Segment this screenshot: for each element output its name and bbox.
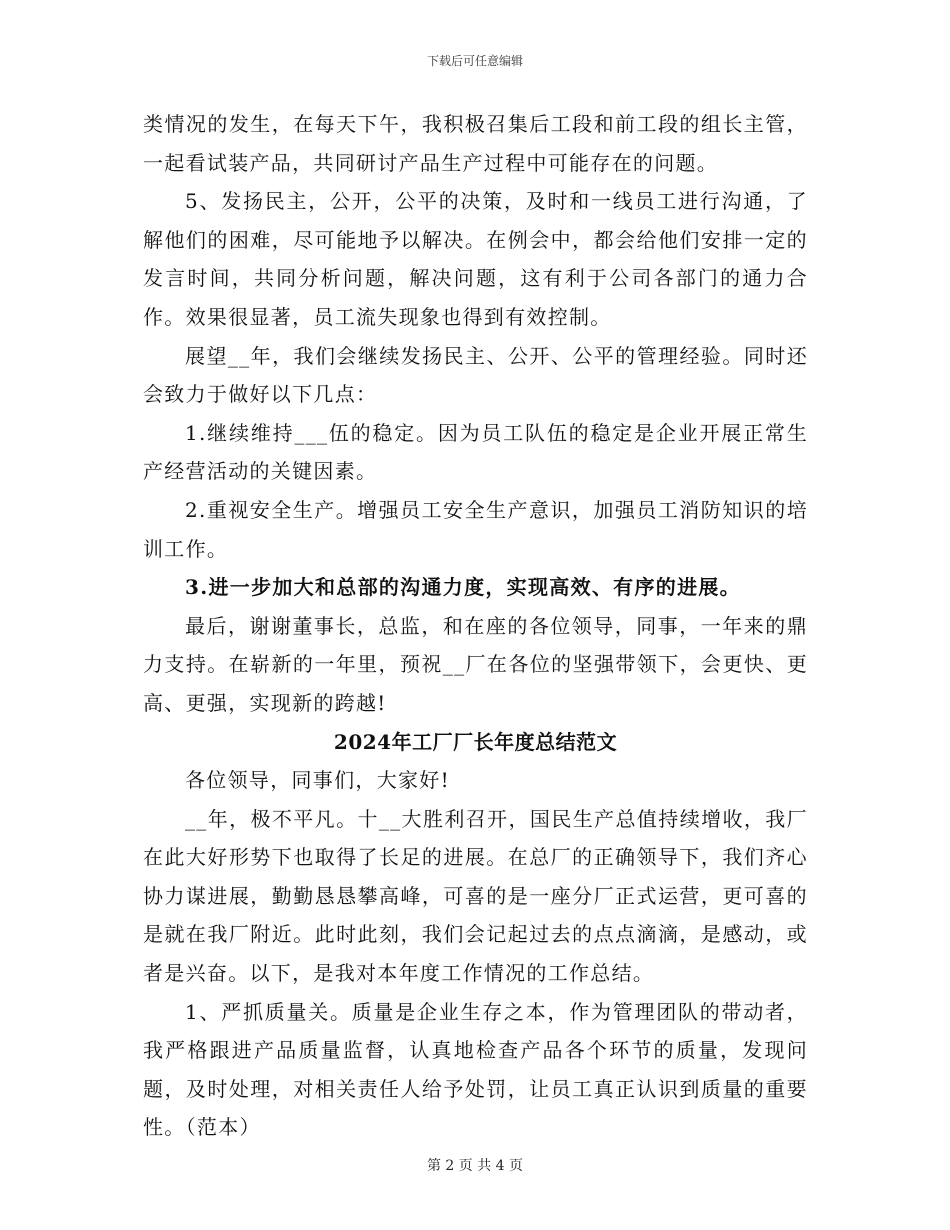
paragraph-outlook: 展望__年，我们会继续发扬民主、公开、公平的管理经验。同时还会致力于做好以下几点：	[143, 343, 808, 407]
paragraph-greeting: 各位领导，同事们，大家好!	[185, 768, 450, 793]
paragraph-goal-3: 3.进一步加大和总部的沟通力度，实现高效、有序的进展。	[185, 575, 741, 600]
paragraph-continuation: 类情况的发生，在每天下午，我积极召集后工段和前工段的组长主管，一起看试装产品，共同研讨产品生产过程中可能存在的问题。	[143, 112, 808, 175]
paragraph-goal-1: 1.继续维持___伍的稳定。因为员工队伍的稳定是企业开展正常生产经营活动的关键因素。	[143, 420, 808, 484]
page-footer: 第 2 页 共 4 页	[426, 1158, 524, 1174]
paragraph-quality: 1、严抓质量关。质量是企业生存之本，作为管理团队的带动者，我严格跟进产品质量监督，认真地检查产品各个环节的质量，发现问题，及时处理，对相关责任人给予处罚，让员工真正认识到质量的重要性。（范本）	[143, 999, 808, 1140]
document-body	[143, 105, 808, 1147]
paragraph-closing: 最后，谢谢董事长，总监，和在座的各位领导，同事，一年来的鼎力支持。在崭新的一年里，预祝__厂在各位的坚强带领下，会更快、更高、更强，实现新的跨越!	[143, 613, 808, 715]
page-header: 下载后可任意编辑	[426, 54, 523, 68]
paragraph-year-review: __年，极不平凡。十__大胜利召开，国民生产总值持续增收，我厂在此大好形势下也取得了长足的进展。在总厂的正确领导下，我们齐心协力谋进展，勤勤恳恳攀高峰，可喜的是一座分厂正式运营，更可喜的是就在我厂附近。此时此刻，我们会记起过去的点点滴滴，是感动，或者是兴奋。以下，是我对本年度工作情况的工作总结。	[143, 806, 808, 986]
paragraph-item-5-democracy: 5、发扬民主，公开，公平的决策，及时和一线员工进行沟通，了解他们的困难，尽可能地予以解决。在例会中，都会给他们安排一定的发言时间，共同分析问题，解决问题，这有利于公司各部门的通力合作。效果很显著，员工流失现象也得到有效控制。	[143, 189, 808, 329]
paragraph-goal-2: 2.重视安全生产。增强员工安全生产意识，加强员工消防知识的培训工作。	[143, 497, 808, 561]
section-title: 2024年工厂厂长年度总结范文	[333, 729, 618, 754]
